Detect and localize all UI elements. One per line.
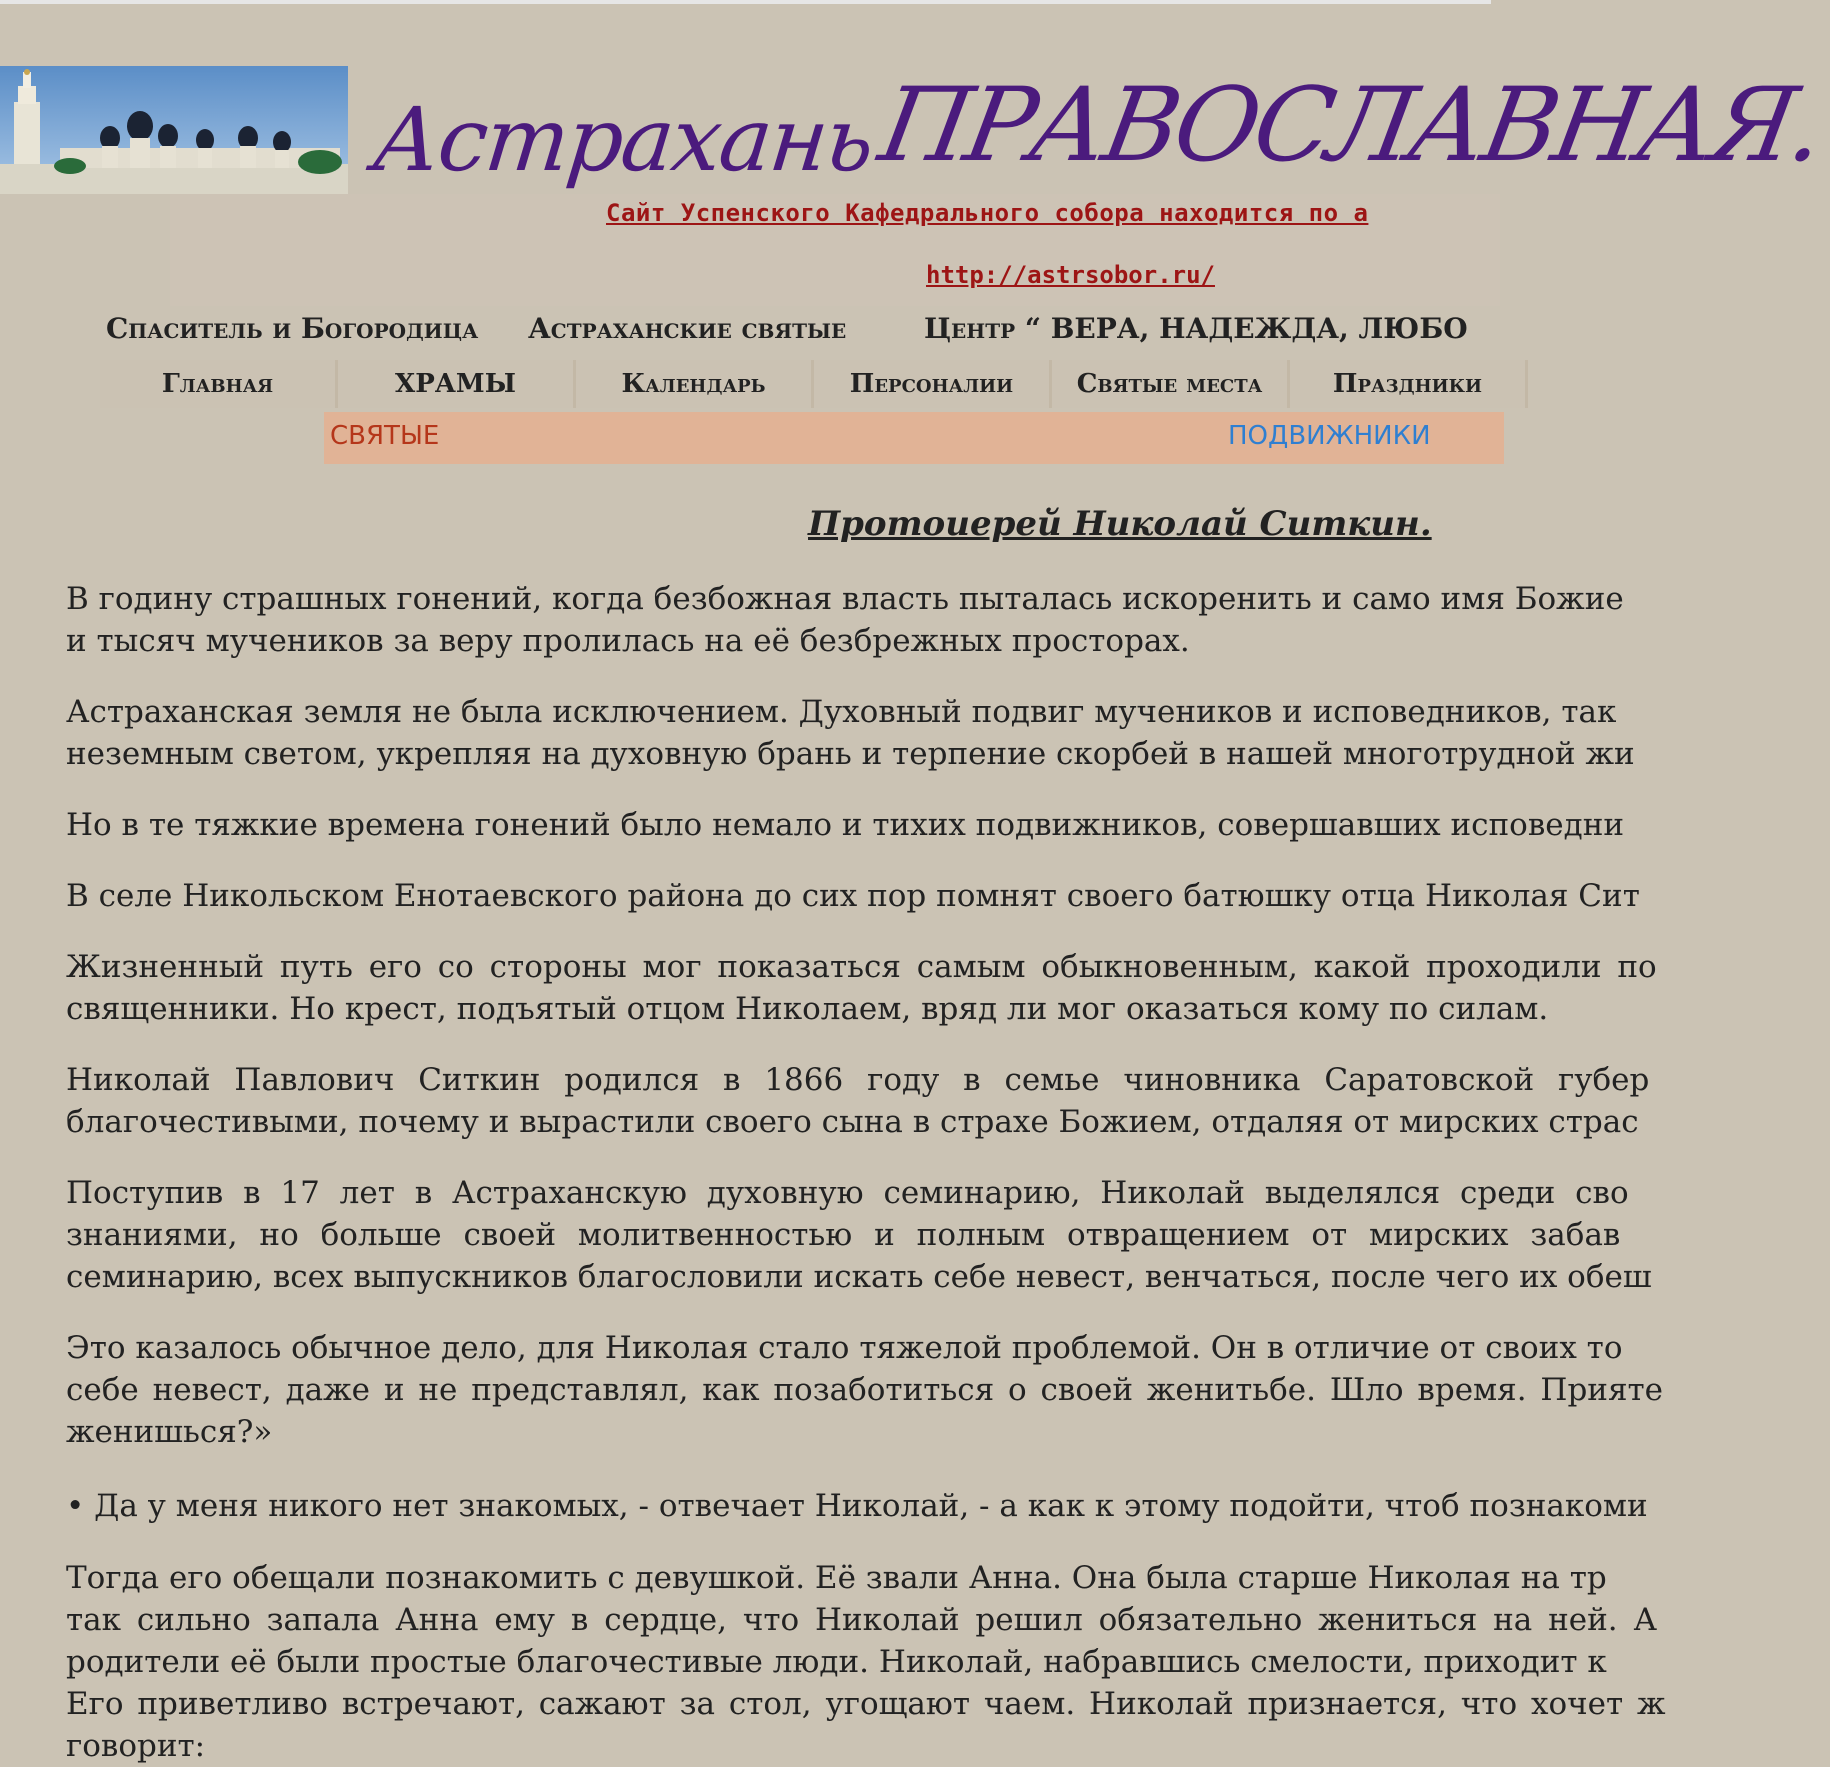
menu-main-temples[interactable] <box>338 360 576 408</box>
article-line: благочестивыми, почему и вырастили своего сына в страхе Божием, отдаляя от мирских страс <box>66 1104 1639 1140</box>
article-line: Но в те тяжкие времена гонений было немало и тихих подвижников, совершавших исповедни <box>66 807 1625 843</box>
article-line: священники. Но крест, подъятый отцом Николаем, вряд ли мог оказаться кому по силам. <box>66 991 1549 1027</box>
notice-link-text[interactable]: Сайт Успенского Кафедрального собора находится по а <box>606 199 1369 227</box>
menu-main-holidays[interactable] <box>1290 360 1528 408</box>
submenu-bar <box>324 412 1504 464</box>
article-line: Это казалось обычное дело, для Николая стало тяжелой проблемой. Он в отличие от своих то <box>66 1330 1623 1366</box>
submenu-ascetics[interactable]: ПОДВИЖНИКИ <box>1228 421 1431 451</box>
menu-main-label: Святые места <box>1076 369 1263 399</box>
menu-main-label: Главная <box>161 369 274 399</box>
site-logo-title <box>368 66 1830 194</box>
logo-title-city: Астрахань <box>368 88 878 191</box>
menu-top-saints[interactable]: Астраханские святые <box>528 312 847 345</box>
menu-main-persons[interactable] <box>814 360 1052 408</box>
menu-main-label: Праздники <box>1332 369 1483 399</box>
article-line: Николай Павлович Ситкин родился в 1866 году в семье чиновника Саратовской губер <box>66 1062 1650 1098</box>
article-line: говорит: <box>66 1728 206 1764</box>
site-banner[interactable] <box>0 66 1830 194</box>
menu-top-saviour[interactable]: Спаситель и Богородица <box>106 312 479 345</box>
article-line: В годину страшных гонений, когда безбожная власть пыталась искоренить и само имя Божие <box>66 581 1624 617</box>
menu-main-holy-places[interactable] <box>1052 360 1290 408</box>
article-title: Протоиерей Николай Ситкин. <box>808 504 1432 544</box>
article-line: Поступив в 17 лет в Астраханскую духовную семинарию, Николай выделялся среди сво <box>66 1175 1629 1211</box>
article-line: Жизненный путь его со стороны мог показаться самым обыкновенным, какой проходили по <box>66 949 1657 985</box>
menu-main-calendar[interactable] <box>576 360 814 408</box>
article-line: женишься?» <box>66 1414 273 1450</box>
article-line: и тысяч мучеников за веру пролилась на её безбрежных просторах. <box>66 623 1190 659</box>
menu-main-label: Персоналии <box>849 369 1014 399</box>
logo-title-orthodox: ПРАВОСЛАВНАЯ. <box>871 66 1830 185</box>
article-line: В селе Никольском Енотаевского района до сих пор помнят своего батюшку отца Николая Сит <box>66 878 1640 914</box>
article-line: неземным светом, укрепляя на духовную брань и терпение скорбей в нашей многотрудной жи <box>66 736 1635 772</box>
submenu-saints[interactable]: СВЯТЫЕ <box>330 421 440 451</box>
article-line: Его приветливо встречают, сажают за стол, угощают чаем. Николай признается, что хочет ж <box>66 1686 1666 1722</box>
article-line: знаниями, но больше своей молитвенностью и полным отвращением от мирских забав <box>66 1217 1621 1253</box>
article-line: Тогда его обещали познакомить с девушкой. Её звали Анна. Она была старше Николая на тр <box>66 1560 1607 1596</box>
menu-main-label: Календарь <box>621 369 766 399</box>
menu-main-label: ХРАМЫ <box>395 369 516 399</box>
article-line: себе невест, даже и не представлял, как позаботиться о своей женитьбе. Шло время. Прияте <box>66 1372 1664 1408</box>
article-line: родители её были простые благочестивые люди. Николай, набравшись смелости, приходит к <box>66 1644 1607 1680</box>
monastery-photo <box>0 66 348 194</box>
notice-link-url[interactable]: http://astrsobor.ru/ <box>926 261 1215 289</box>
menu-top-center[interactable]: Центр “ ВЕРА, НАДЕЖДА, ЛЮБО <box>924 312 1468 345</box>
article-line: Астраханская земля не была исключением. Духовный подвиг мучеников и исповедников, так <box>66 694 1617 730</box>
main-menu <box>100 360 1500 408</box>
top-border <box>0 0 1491 4</box>
menu-main-home[interactable] <box>100 360 338 408</box>
article-line: семинарию, всех выпускников благословили искать себе невест, венчаться, после чего их обеш <box>66 1259 1652 1295</box>
article-line: так сильно запала Анна ему в сердце, что Николай решил обязательно жениться на ней. А <box>66 1602 1657 1638</box>
article-line: • Да у меня никого нет знакомых, - отвечает Николай, - а как к этому подойти, чтоб познакоми <box>66 1488 1648 1524</box>
